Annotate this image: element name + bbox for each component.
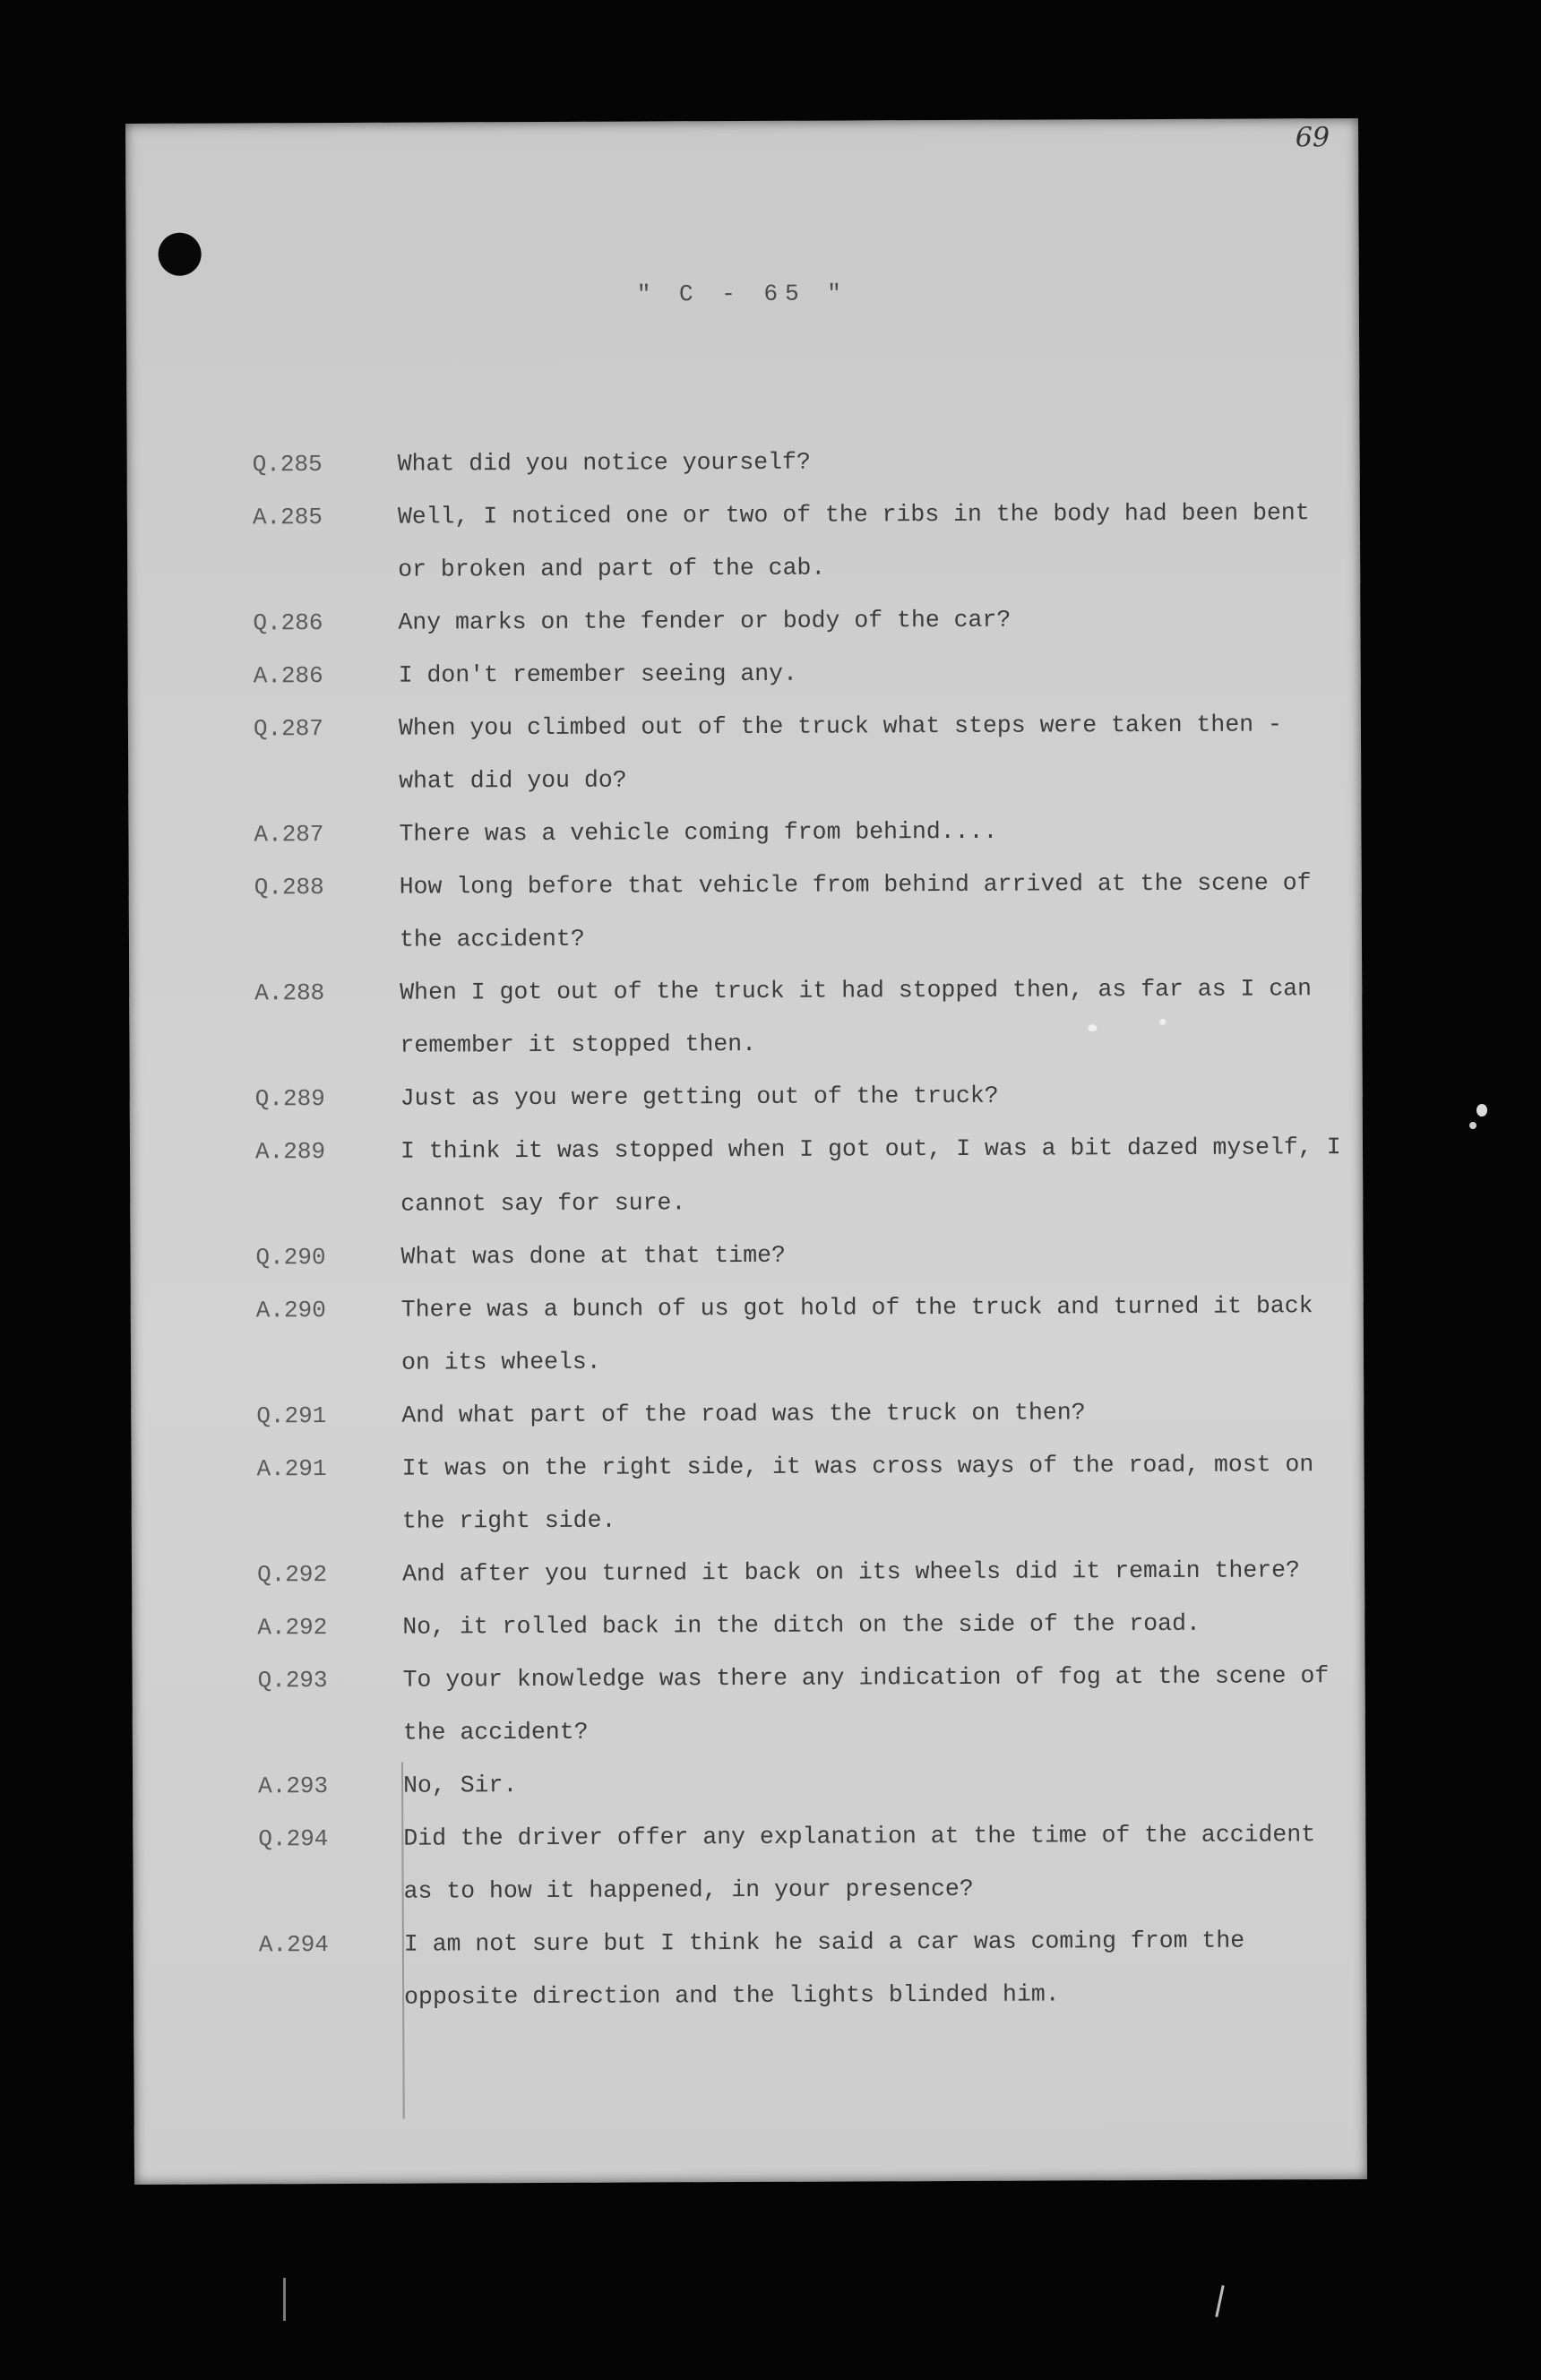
entry-number: A.287 [254,821,324,849]
entry-text: When I got out of the truck it had stopped then, as far as I can remember it stopped then. [400,975,1313,1059]
entry-number: Q.288 [254,874,324,901]
entry-number: Q.286 [253,609,323,637]
entry-number: Q.294 [258,1825,329,1853]
entry-number: A.291 [256,1455,327,1483]
entry-number: Q.285 [252,451,323,479]
entry-text: Did the driver offer any explanation at the time of the accident as to how it happened, in your presence? [403,1821,1316,1905]
entry-text: I think it was stopped when I got out, I was a bit dazed myself, I cannot say for sure. [400,1134,1341,1218]
entry-text: No, it rolled back in the ditch on the side of the road. [402,1609,1201,1641]
entry-number: Q.287 [253,715,324,743]
entry-number: Q.290 [255,1244,326,1272]
entry-text: When you climbed out of the truck what steps were taken then - what did you do? [398,711,1282,795]
qa-entry [259,1914,1353,2024]
film-speck [1469,1122,1476,1129]
paper-speck [1159,1019,1166,1025]
qa-entry [254,962,1348,1073]
entry-number: A.290 [255,1297,326,1324]
entry-text: What did you notice yourself? [397,448,811,478]
qa-entry [254,698,1347,808]
entry-text: There was a vehicle coming from behind.... [399,817,998,848]
film-scratch [283,2278,286,2321]
qa-entry [258,1755,1351,1813]
entry-text: And after you turned it back on its wheels did it remain there? [402,1556,1300,1588]
entry-number: A.293 [258,1772,329,1800]
qa-entry [255,1121,1349,1231]
document-page [125,118,1367,2185]
qa-entry [257,1597,1350,1654]
entry-number: A.294 [258,1931,329,1959]
testimony-list [253,434,1353,2024]
qa-entry [253,434,1346,491]
qa-entry [257,1650,1351,1760]
qa-entry [256,1438,1350,1548]
film-speck [1476,1104,1487,1117]
qa-entry [257,1544,1350,1601]
folio-number: 69 [1295,122,1330,154]
entry-text: There was a bunch of us got hold of the truck and turned it back on its wheels. [400,1292,1313,1376]
qa-entry [258,1808,1352,1919]
qa-entry [255,1227,1348,1284]
qa-entry [253,487,1347,597]
page-header: " C - 65 " [636,280,848,308]
qa-entry [255,1068,1348,1125]
entry-number: A.292 [257,1614,328,1642]
entry-text: To your knowledge was there any indication of fog at the scene of the accident? [402,1662,1330,1746]
entry-number: Q.292 [257,1561,328,1589]
entry-number: A.285 [252,504,323,531]
entry-number: A.286 [253,662,323,690]
entry-text: Well, I noticed one or two of the ribs in the body had been bent or broken and part of the cab. [397,499,1310,583]
qa-entry [254,804,1347,861]
entry-number: Q.291 [256,1402,327,1430]
entry-number: Q.289 [254,1085,325,1113]
entry-text: How long before that vehicle from behind arrived at the scene of the accident? [399,869,1312,953]
entry-text: I am not sure but I think he said a car was coming from the opposite direction and the lights blinded him. [403,1927,1245,2011]
entry-text: It was on the right side, it was cross ways of the road, most on the right side. [401,1451,1314,1535]
qa-entry [256,1385,1349,1443]
entry-text: I don't remember seeing any. [398,660,798,689]
qa-entry [253,592,1346,650]
entry-text: And what part of the road was the truck on then? [401,1399,1086,1429]
qa-entry [254,645,1347,703]
paper-speck [1088,1024,1097,1031]
entry-text: Just as you were getting out of the truck? [400,1082,999,1112]
entry-number: A.288 [254,979,325,1007]
entry-text: What was done at that time? [400,1241,786,1271]
entry-number: A.289 [254,1138,326,1166]
entry-text: No, Sir. [403,1772,518,1799]
punch-hole [159,233,202,276]
entry-number: Q.293 [257,1667,328,1694]
qa-entry [254,857,1348,967]
qa-entry [256,1280,1350,1390]
entry-text: Any marks on the fender or body of the car? [398,606,1012,636]
film-scratch [1215,2285,1224,2317]
